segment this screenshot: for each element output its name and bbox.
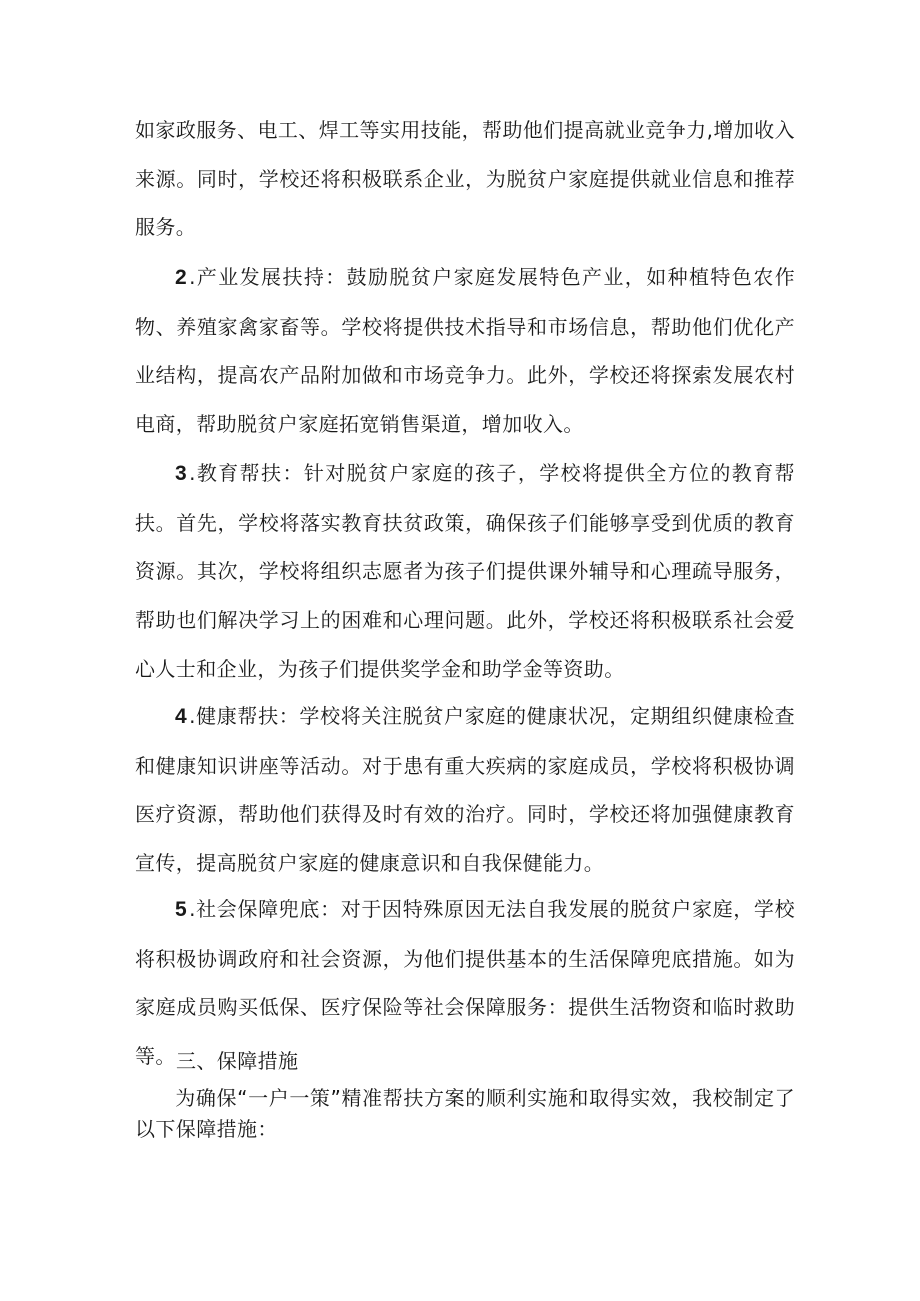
paragraph-continuation	[135, 106, 795, 252]
list-number: 4	[175, 705, 188, 728]
paragraph-education-support	[135, 449, 795, 694]
paragraph-health-support	[135, 692, 795, 888]
paragraph-industry-support	[135, 253, 795, 449]
paragraph-text: .产业发展扶持：鼓励脱贫户家庭发展特色产业，如种植特色农作物、养殖家禽家畜等。学校将提供技术指导和市场信息，帮助他们优化产业结构，提高农产品附加做和市场竞争力。此外，学校还将探索发展农村电商，帮助脱贫户家庭拓宽销售渠道，增加收入。	[135, 265, 795, 437]
paragraph-text: 为确保“一户一策”精准帮扶方案的顺利实施和取得实效，我校制定了以下保障措施：	[135, 1086, 795, 1141]
list-number: 5	[175, 898, 188, 921]
paragraph-closing	[135, 1083, 795, 1145]
paragraph-text: 如家政服务、电工、焊工等实用技能，帮助他们提高就业竞争力,增加收入来源。同时，学校还将积极联系企业，为脱贫户家庭提供就业信息和推荐服务。	[135, 118, 795, 240]
list-number: 3	[175, 462, 188, 485]
list-number: 2	[175, 266, 188, 289]
paragraph-text: .教育帮扶：针对脱贫户家庭的孩子，学校将提供全方位的教育帮扶。首先，学校将落实教育扶贫政策，确保孩子们能够享受到优质的教育资源。其次，学校将组织志愿者为孩子们提供课外辅导和心理疏导服务，帮助也们解决学习上的困难和心理问题。此外，学校还将积极联系社会爱心人士和企业，为孩子们提供奖学金和助学金等资助。	[135, 461, 795, 681]
section-heading: 三、保障措施	[176, 1049, 299, 1073]
paragraph-text: .健康帮扶：学校将关注脱贫户家庭的健康状况，定期组织健康检查和健康知识讲座等活动。对于患有重大疾病的家庭成员，学校将积极协调医疗资源，帮助他们获得及时有效的治疗。同时，学校还将加强健康教育宣传，提高脱贫户家庭的健康意识和自我保健能力。	[135, 704, 795, 876]
paragraph-text: .社会保障兜底：对于因特殊原因无法自我发展的脱贫户家庭，学校将积极协调政府和社会资源，为他们提供基本的生活保障兜底措施。如为家庭成员购买低保、医疗保险等社会保障服务：提供生活物资和临时救助等。	[135, 897, 795, 1069]
